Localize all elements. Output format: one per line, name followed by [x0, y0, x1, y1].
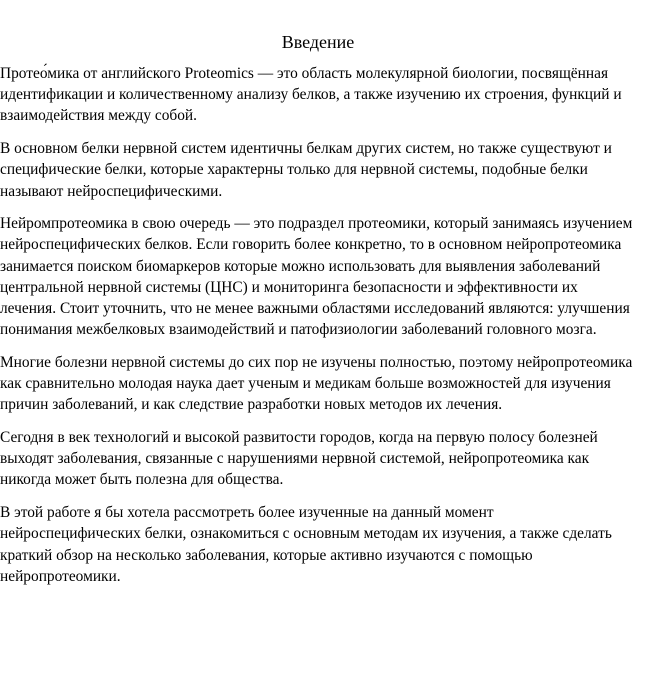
- paragraph-neurospecific-proteins: В основном белки нервной систем идентичны белкам других систем, но также существуют и специфические белки, которые характерны только для нервной системы, подобные белки называют нейроспецифическими.: [0, 140, 612, 200]
- paragraph-relevance: Сегодня в век технологий и высокой развитости городов, когда на первую полосу болезней выходят заболевания, связанные с нарушениями нервной системой, нейропротеомика как никогда может быть полезна для общества.: [0, 429, 598, 489]
- paragraph-work-goals: В этой работе я бы хотела рассмотреть более изученные на данный момент нейроспецифических белки, ознакомиться с основным методам их изучения, а также сделать краткий обзор на несколько заболевания, которые активно изучаются с помощью нейропротеомики.: [0, 504, 612, 585]
- paragraph-neuroproteomics-definition: Нейромпротеомика в свою очередь — это подраздел протеомики, который занимаясь изучением нейроспецифических белков. Если говорить более конкретно, то в основном нейропротеомика занимается поиском биомаркеров которые можно использовать для выявления заболеваний центральной нервной системы (ЦНС) и мониторинга безопасности и эффективности их лечения. Стоит уточнить, что не менее важными областями исследований являются: улучшения понимания межбелковых взаимодействий и патофизиологии заболеваний головного мозга.: [0, 215, 633, 339]
- paragraph-research-opportunities: Многие болезни нервной системы до сих пор не изучены полностью, поэтому нейропротеомика как сравнительно молодая наука дает ученым и медикам больше возможностей для изучения причин заболеваний, и как следствие разработки новых методов их лечения.: [0, 353, 633, 414]
- document-title: Введение: [281, 32, 355, 52]
- document-body: [0, 63, 636, 587]
- paragraph-proteomics-definition: Протео́мика от английского Proteomics — это область молекулярной биологии, посвящённая идентификации и количественному анализу белков, а также изучению их строения, функций и взаимодействия между собой.: [0, 65, 622, 125]
